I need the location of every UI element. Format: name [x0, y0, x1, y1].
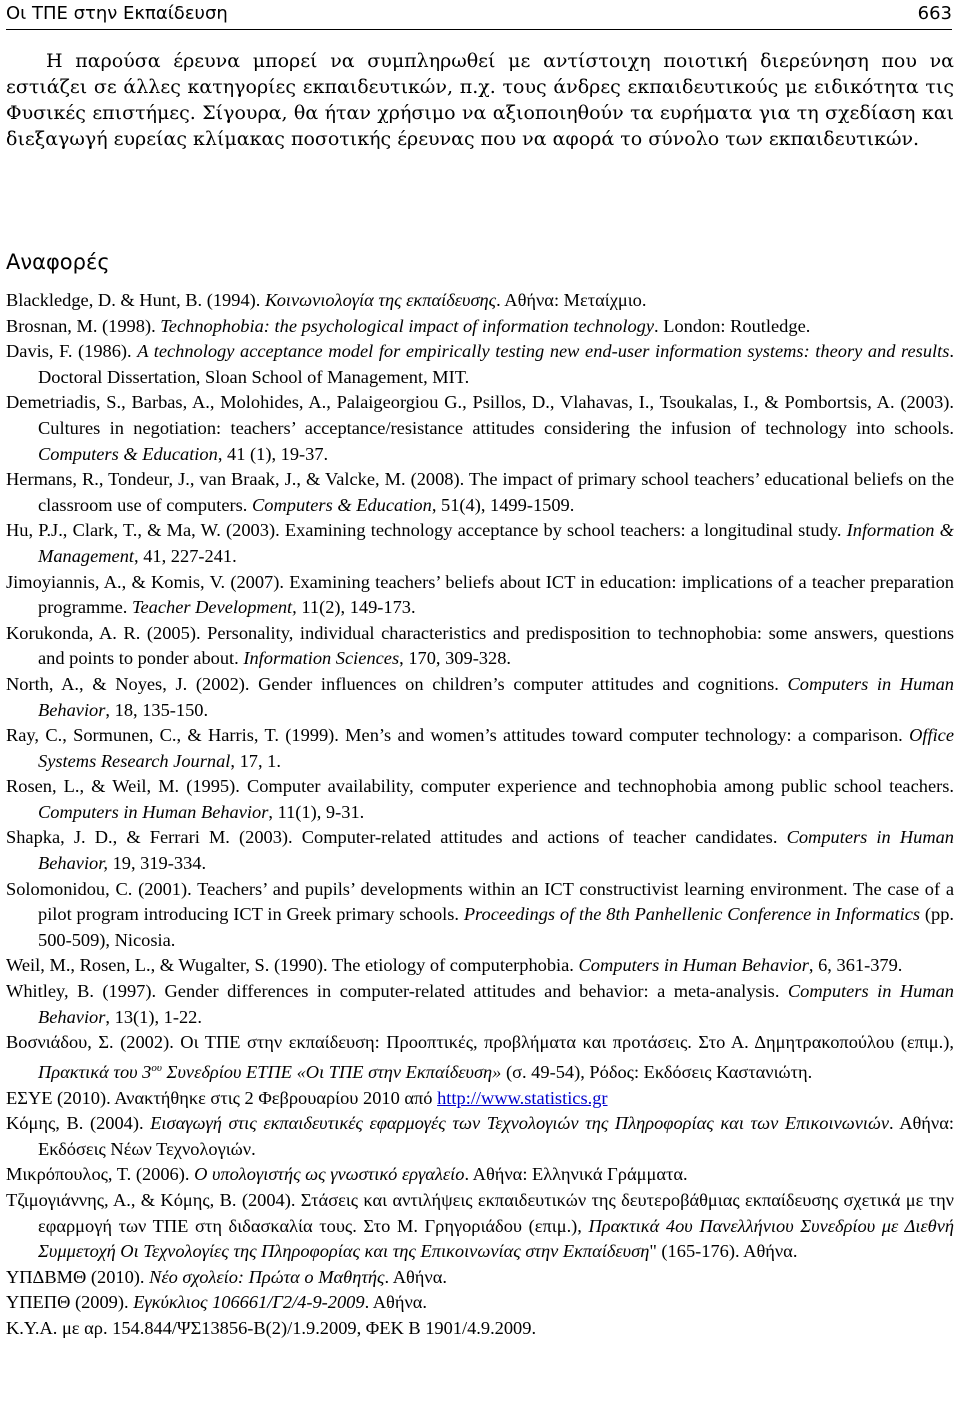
reference-source: Information & Management [38, 520, 954, 566]
reference-item [6, 825, 954, 876]
reference-source: Συνεδρίου ΕΤΠΕ «Οι ΤΠΕ στην Εκπαίδευση» [161, 1061, 502, 1082]
reference-item [6, 1290, 954, 1316]
reference-details: . Doctoral Dissertation, Sloan School of Management, MIT. [38, 341, 955, 387]
reference-item [6, 979, 954, 1030]
reference-text: Davis, F. (1986). [6, 341, 138, 362]
reference-item [6, 877, 954, 954]
reference-text: Μικρόπουλος, Τ. (2006). [6, 1164, 195, 1185]
journal-title: Οι ΤΠΕ στην Εκπαίδευση [6, 3, 228, 24]
reference-item [6, 518, 954, 569]
reference-source: Εγκύκλιος 106661/Γ2/4-9-2009 [133, 1292, 365, 1313]
reference-item [6, 953, 954, 979]
reference-source: Computers & Education [252, 494, 432, 515]
reference-source: Νέο σχολείο: Πρώτα ο Μαθητής [149, 1266, 385, 1287]
reference-item [6, 1111, 954, 1162]
reference-item [6, 1086, 954, 1112]
reference-item [6, 314, 954, 340]
reference-source: Proceedings of the 8th Panhellenic Conference in Informatics [463, 904, 921, 925]
reference-item [6, 570, 954, 621]
reference-source: Computers in Human Behavior [38, 981, 955, 1027]
reference-item [6, 723, 954, 774]
reference-details: 11(2), 149-173. [296, 597, 416, 618]
reference-source: Ο υπολογιστής ως γνωστικό εργαλείο [194, 1164, 465, 1185]
reference-item [6, 339, 954, 390]
reference-text: Hermans, R., Tondeur, J., van Braak, J., & Valcke, M. (2008). The impact of primary school teachers’ educational beliefs on the classroom use of computers. [6, 469, 954, 515]
reference-source: Πρακτικά 4ου Πανελλήνιου Συνεδρίου με Διεθνή Συμμετοχή Οι Τεχνολογίες της Πληροφορίας και της Επικοινωνίας στην Εκπαίδευση [38, 1215, 954, 1262]
reference-text: Jimoyiannis, A., & Komis, V. (2007). Examining teachers’ beliefs about ICT in education: implications of a teacher preparation programme. [6, 571, 954, 618]
reference-item [6, 288, 954, 314]
reference-text: Weil, M., Rosen, L., & Wugalter, S. (1990). The etiology of computerphobia. [6, 955, 579, 976]
reference-details: . Αθήνα. [384, 1266, 447, 1287]
reference-source: Technophobia: the psychological impact of information technology [160, 315, 655, 336]
reference-details: . Αθήνα: Ελληνικά Γράμματα. [464, 1164, 688, 1185]
reference-source: A technology acceptance model for empirically testing new end-user information systems: theory and results [137, 341, 950, 362]
reference-item [6, 1162, 954, 1188]
reference-text: ΕΣΥΕ (2010). Ανακτήθηκε στις 2 Φεβρουαρίου 2010 από [6, 1087, 438, 1108]
reference-text: Blackledge, D. & Hunt, B. (1994). [6, 290, 265, 310]
reference-details: , 6, 361-379. [808, 955, 903, 976]
reference-item [6, 672, 954, 723]
reference-details: 19, 319-334. [107, 853, 207, 874]
reference-details: , 17, 1. [230, 750, 281, 771]
reference-text: Ray, C., Sormunen, C., & Harris, T. (1999). Men’s and women’s attitudes toward computer technology: a comparison. [6, 725, 910, 746]
reference-text: Whitley, B. (1997). Gender differences in computer-related attitudes and behavior: a meta-analysis. [6, 981, 788, 1002]
reference-text: Demetriadis, S., Barbas, A., Molohides, A., Palaigeorgiou G., Psillos, D., Vlahavas, I., Tsoukalas, I., & Pombortsis, A. (2003). Cultures in negotiation: teachers’ acceptance/resistance attitudes considering the infusion of technology into schools. [6, 392, 954, 438]
reference-details: , 18, 135-150. [105, 699, 209, 720]
ordinal-superscript: ου [151, 1061, 162, 1074]
reference-text: Shapka, J. D., & Ferrari M. (2003). Computer-related attitudes and actions of teacher candidates. [6, 827, 787, 848]
intro-paragraph: Η παρούσα έρευνα μπορεί να συμπληρωθεί με αντίστοιχη ποιοτική διερεύνηση που να εστιάζει σε άλλες κατηγορίες εκπαιδευτικών, π.χ. τους άνδρες εκπαιδευτικούς με ειδικότητα τις Φυσικές επιστήμες. Σίγουρα, θα ήταν χρήσιμο να αξιοποιηθούν τα ευρήματα για τη σχεδίαση και διεξαγωγή ευρείας κλίμακας ποσοτικής έρευνας που να αφορά το σύνολο των εκπαιδευτικών. [6, 50, 954, 150]
reference-text: ΥΠΔΒΜΘ (2010). [6, 1266, 150, 1287]
reference-source: Κοινωνιολογία της εκπαίδευσης [264, 290, 497, 310]
reference-item [6, 467, 954, 518]
reference-text: North, A., & Noyes, J. (2002). Gender influences on children’s computer attitudes and cognitions. [6, 673, 788, 694]
reference-source: Εισαγωγή στις εκπαιδευτικές εφαρμογές των Τεχνολογιών της Πληροφορίας και των Επικοινωνιών [150, 1113, 890, 1134]
reference-text: Hu, P.J., Clark, T., & Ma, W. (2003). Examining technology acceptance by school teachers: a longitudinal study. [6, 520, 847, 541]
reference-text: Κ.Υ.Α. με αρ. 154.844/ΨΣ13856-Β(2)/1.9.2009, ΦΕΚ Β 1901/4.9.2009. [6, 1317, 537, 1338]
reference-source: Computers in Human Behavior [38, 801, 269, 822]
reference-source: Computers in Human Behavior [38, 673, 954, 720]
reference-text: Solomonidou, C. (2001). Teachers’ and pupils’ developments within an ICT constructivist learning environment. The case of a pilot program introducing ICT in Greek primary schools. [6, 878, 954, 925]
reference-details: , 51(4), 1499-1509. [431, 494, 575, 515]
reference-item [6, 621, 954, 672]
reference-source: Information Sciences [243, 648, 400, 669]
reference-list [6, 288, 954, 1341]
reference-details: , 13(1), 1-22. [105, 1006, 202, 1027]
reference-item [6, 1265, 954, 1291]
reference-details: , 41 (1), 19-37. [217, 443, 329, 464]
reference-details: , 11(1), 9-31. [268, 801, 365, 822]
reference-details: . London: Routledge. [654, 315, 811, 336]
reference-source: Computers & Education [38, 443, 218, 464]
reference-source: Computers in Human Behavior [578, 955, 809, 976]
reference-item [6, 1316, 954, 1342]
reference-details: , 41, 227-241. [134, 545, 237, 566]
reference-text: Korukonda, A. R. (2005). Personality, individual characteristics and predisposition to technophobia: some answers, questions and points to ponder about. [6, 622, 954, 669]
reference-text: Rosen, L., & Weil, M. (1995). Computer availability, computer experience and technophobia among public school teachers. [6, 776, 954, 797]
reference-item [6, 390, 954, 467]
running-header [6, 3, 952, 30]
reference-source: Computers in Human Behavior, [38, 827, 955, 874]
page-number: 663 [917, 3, 952, 24]
reference-source: Teacher Development, [131, 597, 297, 618]
reference-details: , 170, 309-328. [399, 648, 511, 669]
reference-text: Brosnan, M. (1998). [6, 315, 161, 336]
reference-details: (pp. 500-509), Nicosia. [38, 904, 954, 950]
reference-item [6, 774, 954, 825]
reference-source: Office Systems Research Journal [38, 725, 954, 771]
reference-details: . Αθήνα: Μεταίχμιο. [496, 290, 647, 310]
reference-details: (σ. 49-54), Ρόδος: Εκδόσεις Καστανιώτη. [501, 1061, 813, 1082]
reference-item [6, 1188, 954, 1265]
reference-text: Κόμης, Β. (2004). [6, 1113, 151, 1134]
reference-link[interactable]: http://www.statistics.gr [437, 1087, 608, 1108]
reference-details: " (165-176). Αθήνα. [649, 1241, 798, 1262]
reference-source: Πρακτικά του 3 [38, 1061, 152, 1082]
references-heading: Αναφορές [6, 250, 110, 274]
reference-item [6, 1030, 954, 1085]
reference-text: Τζιμογιάννης, Α., & Κόμης, Β. (2004). Στάσεις και αντιλήψεις εκπαιδευτικών της δευτεροβάθμιας εκπαίδευσης σχετικά με την εφαρμογή των ΤΠΕ στη διδασκαλία τους. Στο Μ. Γρηγοριάδου (επιμ.), [6, 1189, 954, 1236]
reference-details: . Αθήνα. [364, 1292, 427, 1313]
reference-text: Βοσνιάδου, Σ. (2002). Οι ΤΠΕ στην εκπαίδευση: Προοπτικές, προβλήματα και προτάσεις. Στο Α. Δημητρακοπούλου (επιμ.), [6, 1032, 954, 1053]
reference-text: ΥΠΕΠΘ (2009). [6, 1292, 134, 1313]
reference-details: . Αθήνα: Εκδόσεις Νέων Τεχνολογιών. [38, 1113, 954, 1159]
